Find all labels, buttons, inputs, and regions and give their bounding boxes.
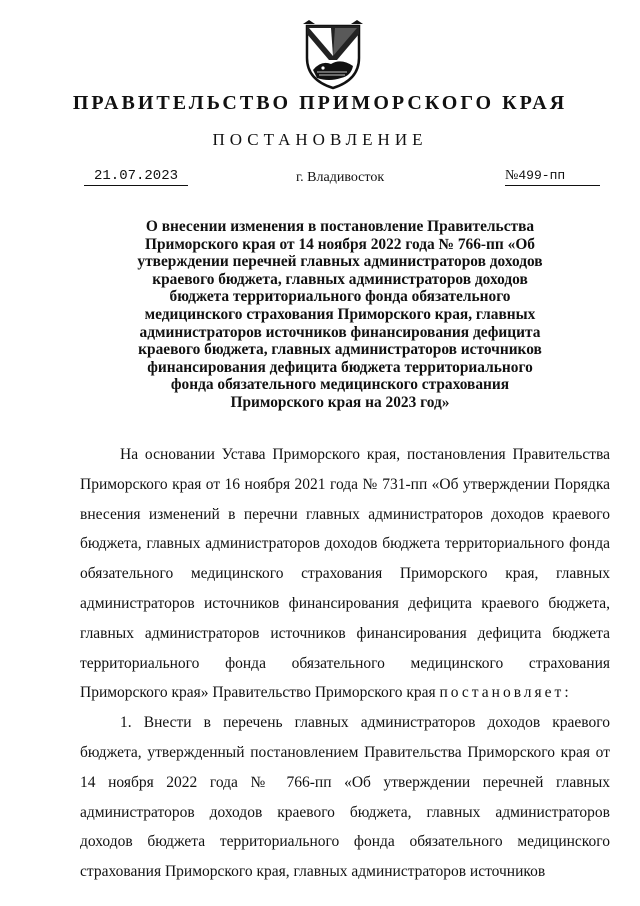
document-number bbox=[505, 168, 600, 186]
resolution-keyword: постановляет: bbox=[439, 684, 572, 702]
body-paragraph-1 bbox=[80, 440, 610, 708]
government-title: ПРАВИТЕЛЬСТВО ПРИМОРСКОГО КРАЯ bbox=[72, 92, 568, 114]
document-body bbox=[80, 440, 610, 887]
body-paragraph-1-text: На основании Устава Приморского края, постановления Правительства Приморского края от 16 ноября 2021 года № 731-пп «Об утверждении Порядка внесения изменений в перечни главных администраторов доходов краевого бюджета, главных администраторов доходов бюджета территориального фонда обязательного медицинского страхования Приморского края, главных администраторов источников финансирования дефицита краевого бюджета, главных администраторов источников финансирования дефицита бюджета территориального фонда обязательного медицинского страхования Приморского края» Правительство Приморского края bbox=[80, 446, 610, 702]
document-city: г. Владивосток bbox=[296, 170, 385, 185]
document-date: 21.07.2023 bbox=[84, 168, 188, 186]
document-meta-row bbox=[0, 168, 640, 192]
document-type-title: ПОСТАНОВЛЕНИЕ bbox=[212, 130, 428, 149]
coat-of-arms-icon bbox=[301, 20, 365, 90]
number-prefix: № bbox=[505, 168, 519, 183]
document-subject: О внесении изменения в постановление Правительства Приморского края от 14 ноября 2022 года № 766-пп «Об утверждении перечней главных администраторов доходов краевого бюджета, главных администраторов доходов бюджета территориального фонда обязательного медицинского страхования Приморского края, главных администраторов источников финансирования дефицита краевого бюджета, главных администраторов источников финансирования дефицита бюджета территориального фонда обязательного медицинского страхования Приморского края на 2023 год» bbox=[137, 218, 543, 411]
body-paragraph-2: 1. Внести в перечень главных администраторов доходов краевого бюджета, утвержденный постановлением Правительства Приморского края от 14 ноября 2022 года № 766-пп «Об утверждении перечней главных администраторов доходов краевого бюджета, главных администраторов доходов бюджета территориального фонда обязательного медицинского страхования Приморского края, главных администраторов источников bbox=[80, 714, 610, 881]
number-value: 499-пп bbox=[518, 168, 566, 183]
